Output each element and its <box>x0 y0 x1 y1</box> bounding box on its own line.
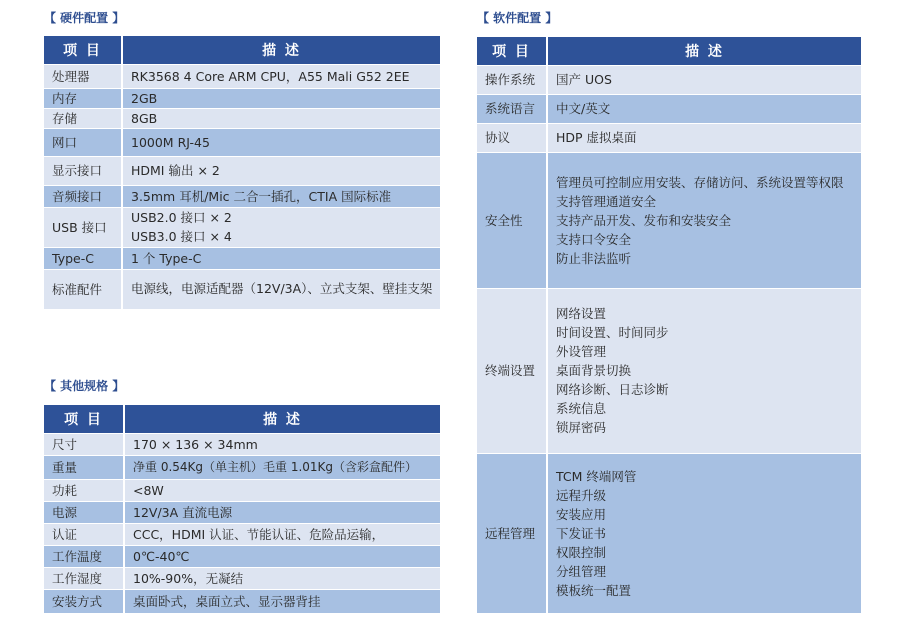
other-table <box>44 405 440 613</box>
other-header-item: 项 目 <box>44 405 124 433</box>
table-row <box>44 479 440 501</box>
row-desc: CCC，HDMI 认证、节能认证、危险品运输， <box>124 523 440 545</box>
row-desc: 净重 0.54Kg（单主机）毛重 1.01Kg（含彩盒配件） <box>124 455 440 479</box>
row-desc-line: 支持管理通道安全 <box>556 193 657 209</box>
table-row <box>44 128 440 156</box>
software-title: 【 软件配置 】 <box>477 11 558 25</box>
row-desc: 1 个 Type-C <box>122 247 440 269</box>
row-desc: 3.5mm 耳机/Mic 二合一插孔，CTIA 国际标准 <box>122 185 440 207</box>
row-desc-line: 管理员可控制应用安装、存储访问、系统设置等权限 <box>556 174 844 190</box>
row-item: 标准配件 <box>44 269 122 309</box>
table-row <box>44 589 440 613</box>
row-desc-line: 时间设置、时间同步 <box>556 325 669 340</box>
row-desc-line: 安装应用 <box>556 506 607 522</box>
software-section <box>477 8 861 613</box>
row-item: 远程管理 <box>477 453 547 613</box>
row-desc-line: USB2.0 接口 × 2 <box>131 210 232 225</box>
table-row <box>44 269 440 309</box>
hardware-header-desc: 描 述 <box>122 36 440 64</box>
row-desc-line: 下发证书 <box>556 525 607 541</box>
row-item: 音频接口 <box>44 185 122 207</box>
table-row <box>44 88 440 108</box>
row-item: 功耗 <box>44 479 124 501</box>
other-header-desc: 描 述 <box>124 405 440 433</box>
row-item: 系统语言 <box>477 94 547 123</box>
row-desc: 10%-90%，无凝结 <box>124 567 440 589</box>
row-desc-line: 支持产品开发、发布和安装安全 <box>556 212 732 228</box>
row-desc: 12V/3A 直流电源 <box>124 501 440 523</box>
row-desc: 2GB <box>122 88 440 108</box>
table-row <box>477 152 861 288</box>
table-row <box>44 501 440 523</box>
row-desc: 国产 UOS <box>547 65 861 94</box>
row-desc-line: 分组管理 <box>556 563 607 579</box>
row-item: 显示接口 <box>44 156 122 185</box>
hardware-header-item: 项 目 <box>44 36 122 64</box>
row-desc-line: 模板统一配置 <box>556 582 632 598</box>
table-row <box>44 156 440 185</box>
other-header-row <box>44 405 440 433</box>
table-row <box>44 545 440 567</box>
row-item: 协议 <box>477 123 547 152</box>
row-item: 电源 <box>44 501 124 523</box>
table-row <box>477 94 861 123</box>
table-row <box>44 108 440 128</box>
row-desc: 中文/英文 <box>547 94 861 123</box>
row-desc-line: 锁屏密码 <box>556 420 607 435</box>
row-desc-line: 网络诊断、日志诊断 <box>556 382 669 397</box>
table-row <box>44 433 440 455</box>
table-row <box>477 453 861 613</box>
table-row <box>44 185 440 207</box>
software-table <box>477 37 861 613</box>
table-row <box>44 567 440 589</box>
row-item: 网口 <box>44 128 122 156</box>
table-row <box>477 123 861 152</box>
software-header-row <box>477 37 861 65</box>
row-item: 终端设置 <box>477 288 547 453</box>
row-item: 内存 <box>44 88 122 108</box>
row-desc <box>122 207 440 247</box>
table-row <box>44 247 440 269</box>
other-title: 【 其他规格 】 <box>44 379 125 393</box>
row-desc: RK3568 4 Core ARM CPU，A55 Mali G52 2EE <box>122 64 440 88</box>
row-item: 存储 <box>44 108 122 128</box>
hardware-section <box>44 8 440 309</box>
row-item: USB 接口 <box>44 207 122 247</box>
row-desc: 桌面卧式，桌面立式、显示器背挂 <box>124 589 440 613</box>
row-desc: 0℃-40℃ <box>124 545 440 567</box>
row-item: 工作湿度 <box>44 567 124 589</box>
row-desc-line: 权限控制 <box>556 544 607 560</box>
row-item: 认证 <box>44 523 124 545</box>
row-desc <box>547 152 861 288</box>
row-item: 尺寸 <box>44 433 124 455</box>
row-desc-line: 系统信息 <box>556 401 607 416</box>
row-desc-line: TCM 终端网管 <box>556 468 637 484</box>
software-header-item: 项 目 <box>477 37 547 65</box>
row-desc <box>547 453 861 613</box>
row-item: 操作系统 <box>477 65 547 94</box>
table-row <box>44 455 440 479</box>
row-desc-line: USB3.0 接口 × 4 <box>131 229 232 244</box>
table-row <box>44 64 440 88</box>
row-desc <box>547 288 861 453</box>
other-section <box>44 376 440 613</box>
row-desc: <8W <box>124 479 440 501</box>
row-desc: HDP 虚拟桌面 <box>547 123 861 152</box>
table-row <box>44 523 440 545</box>
row-desc: HDMI 输出 × 2 <box>122 156 440 185</box>
row-desc-line: 外设管理 <box>556 344 607 359</box>
table-row <box>44 207 440 247</box>
row-item: 处理器 <box>44 64 122 88</box>
table-row <box>477 65 861 94</box>
row-desc: 1000M RJ-45 <box>122 128 440 156</box>
row-desc-line: 桌面背景切换 <box>556 363 632 378</box>
hardware-table <box>44 36 440 309</box>
row-item: 工作温度 <box>44 545 124 567</box>
row-desc: 8GB <box>122 108 440 128</box>
row-item: Type-C <box>44 247 122 269</box>
row-desc-line: 支持口令安全 <box>556 231 632 247</box>
hardware-title: 【 硬件配置 】 <box>44 11 125 25</box>
row-item: 安装方式 <box>44 589 124 613</box>
row-desc-line: 网络设置 <box>556 306 607 321</box>
software-header-desc: 描 述 <box>547 37 861 65</box>
row-item: 安全性 <box>477 152 547 288</box>
row-desc-line: 防止非法监听 <box>556 250 632 266</box>
row-desc: 电源线，电源适配器（12V/3A）、立式支架、壁挂支架 <box>122 269 440 309</box>
row-item: 重量 <box>44 455 124 479</box>
row-desc-line: 远程升级 <box>556 487 607 503</box>
row-desc: 170 × 136 × 34mm <box>124 433 440 455</box>
hardware-header-row <box>44 36 440 64</box>
table-row <box>477 288 861 453</box>
